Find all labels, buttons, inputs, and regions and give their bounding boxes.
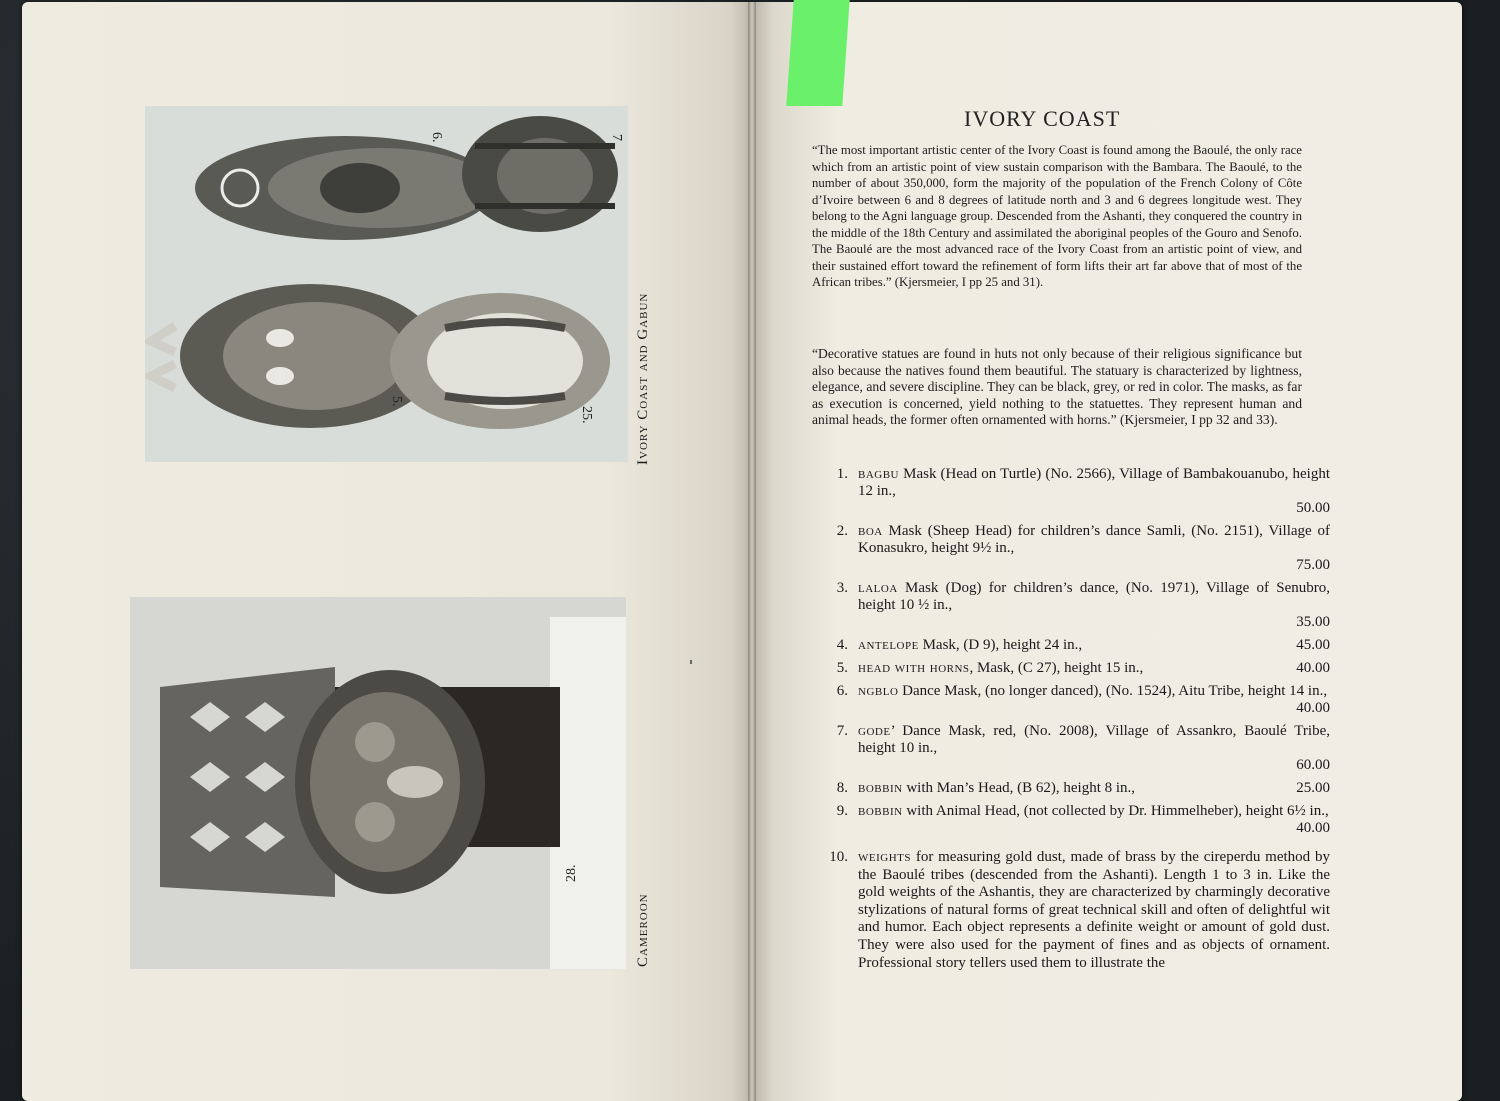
item-description: ’ Dance Mask, red, (No. 2008), Village of Assankro, Baoulé Tribe, height 10 in.,: [858, 723, 1330, 756]
item-price: 45.00: [1296, 637, 1330, 653]
item-price: 35.00: [1296, 614, 1330, 630]
item-name: laloa: [858, 580, 898, 596]
item-name: bobbin: [858, 780, 903, 796]
masks-photo: [145, 106, 628, 462]
item-number: 6.: [836, 683, 848, 699]
intro-paragraph-1: “The most important artistic center of the Ivory Coast is found among the Baoulé, the only race which from an artistic point of view sustain comparison with the Bambara. The Baoulé, to the number of about 350,000, form the majority of the population of the French Colony of Côte d’Ivoire between 6 and 8 degrees of latitude north and 3 and 6 degrees longitude west. They belong to the Agni language group. Descended from the Ashanti, they conquered the country in the middle of the 18th Century and assimilated the aboriginal peoples of the Gouro and Senofo. The Baoulé are the most advanced race of the Ivory Coast from an artistic point of view, and their sustained effort toward the refinement of form lifts their art far above that of most of the African tribes.” (Kjersmeier, I pp 25 and 31).: [812, 143, 1302, 289]
item-name: bobbin: [858, 803, 903, 819]
item-number: 1.: [836, 466, 848, 482]
item-price: 60.00: [1296, 757, 1330, 773]
item-name: bagbu: [858, 466, 900, 482]
photo-caption-ivory-coast: Ivory Coast and Gabun: [635, 292, 651, 465]
item-price: 75.00: [1296, 557, 1330, 573]
item-description: Mask, (D 9), height 24 in.,: [918, 637, 1083, 653]
item-description: Mask (Head on Turtle) (No. 2566), Village of Bambakouanubo, height 12 in.,: [858, 466, 1330, 499]
green-bookmark-tab: [786, 0, 849, 106]
headdress-photo-image: [130, 597, 626, 969]
item-name: antelope: [858, 637, 919, 653]
list-item: [820, 803, 1330, 837]
item-description: for measuring gold dust, made of brass by the cireperdu method by the Baoulé tribes (descended from the Ashanti). Length 1 to 3 in. Like the gold weights of the Ashantis, they are characterized by charmingly decorative stylizations of natural forms of great technical skill and often of delightful wit and humor. Each object represents a definite weight or amount of gold dust. They were also used for the payment of fines and as objects of ornament. Professional story tellers used them to illustrate the: [858, 849, 1330, 971]
item-price: 40.00: [1296, 660, 1330, 676]
list-item: [820, 523, 1330, 574]
intro-paragraph-2: “Decorative statues are found in huts not only because of their religious significance but also because the natives found them beautiful. The statuary is characterized by lightness, elegance, and severe discipline. They can be black, grey, or red in color. The masks, as far as execution is concerned, yield nothing to the statuettes. They represent human and animal heads, the former often ornamented with horns.” (Kjersmeier, I pp 32 and 33).: [812, 346, 1302, 427]
list-item: [820, 637, 1330, 654]
item-number: 3.: [836, 580, 848, 596]
item-price: 25.00: [1296, 780, 1330, 796]
item-description: Mask (Sheep Head) for children’s dance Samli, (No. 2151), Village of Konasukro, height 9½ in.,: [858, 523, 1330, 556]
item-name: head with horns: [858, 660, 970, 676]
item-description: Mask (Dog) for children’s dance, (No. 1971), Village of Senubro, height 10 ½ in.,: [858, 580, 1330, 613]
item-description: with Animal Head, (not collected by Dr. Himmelheber), height 6½ in.,: [902, 803, 1329, 819]
list-item: [820, 466, 1330, 517]
list-item: [820, 723, 1330, 774]
page-title: IVORY COAST: [964, 106, 1121, 131]
item-price: 40.00: [1296, 700, 1330, 716]
photo-caption-cameroon: Cameroon: [635, 893, 651, 967]
item-price: 40.00: [1296, 820, 1330, 836]
item-description: Dance Mask, (no longer danced), (No. 1524), Aitu Tribe, height 14 in.,: [898, 683, 1328, 699]
item-number: 5.: [836, 660, 848, 676]
list-item: [820, 683, 1330, 717]
item-price: 50.00: [1296, 500, 1330, 516]
item-name: boa: [858, 523, 883, 539]
item-number: 7.: [836, 723, 848, 739]
list-item: [820, 849, 1330, 972]
item-name: weights: [858, 849, 911, 865]
item-number: 2.: [836, 523, 848, 539]
masks-photo-image: [145, 106, 628, 462]
photo-number: 25.: [579, 406, 594, 424]
item-name: ngblo: [858, 683, 899, 699]
photo-number: 6.: [429, 132, 444, 143]
item-number: 4.: [836, 637, 848, 653]
list-item: [820, 780, 1330, 797]
photo-number: 28.: [564, 864, 579, 882]
item-number: 10.: [829, 849, 848, 865]
photo-number: 5.: [389, 396, 404, 407]
item-number: 9.: [836, 803, 848, 819]
list-item: [820, 660, 1330, 677]
photo-number: 7: [609, 134, 624, 141]
item-description: , Mask, (C 27), height 15 in.,: [969, 660, 1144, 676]
book-spine: [748, 2, 756, 1101]
item-number: 8.: [836, 780, 848, 796]
page-speck: [690, 660, 692, 664]
item-name: gode: [858, 723, 891, 739]
headdress-photo: [130, 597, 626, 969]
list-item: [820, 580, 1330, 631]
item-description: with Man’s Head, (B 62), height 8 in.,: [902, 780, 1136, 796]
catalog-item-list: [820, 466, 1330, 978]
